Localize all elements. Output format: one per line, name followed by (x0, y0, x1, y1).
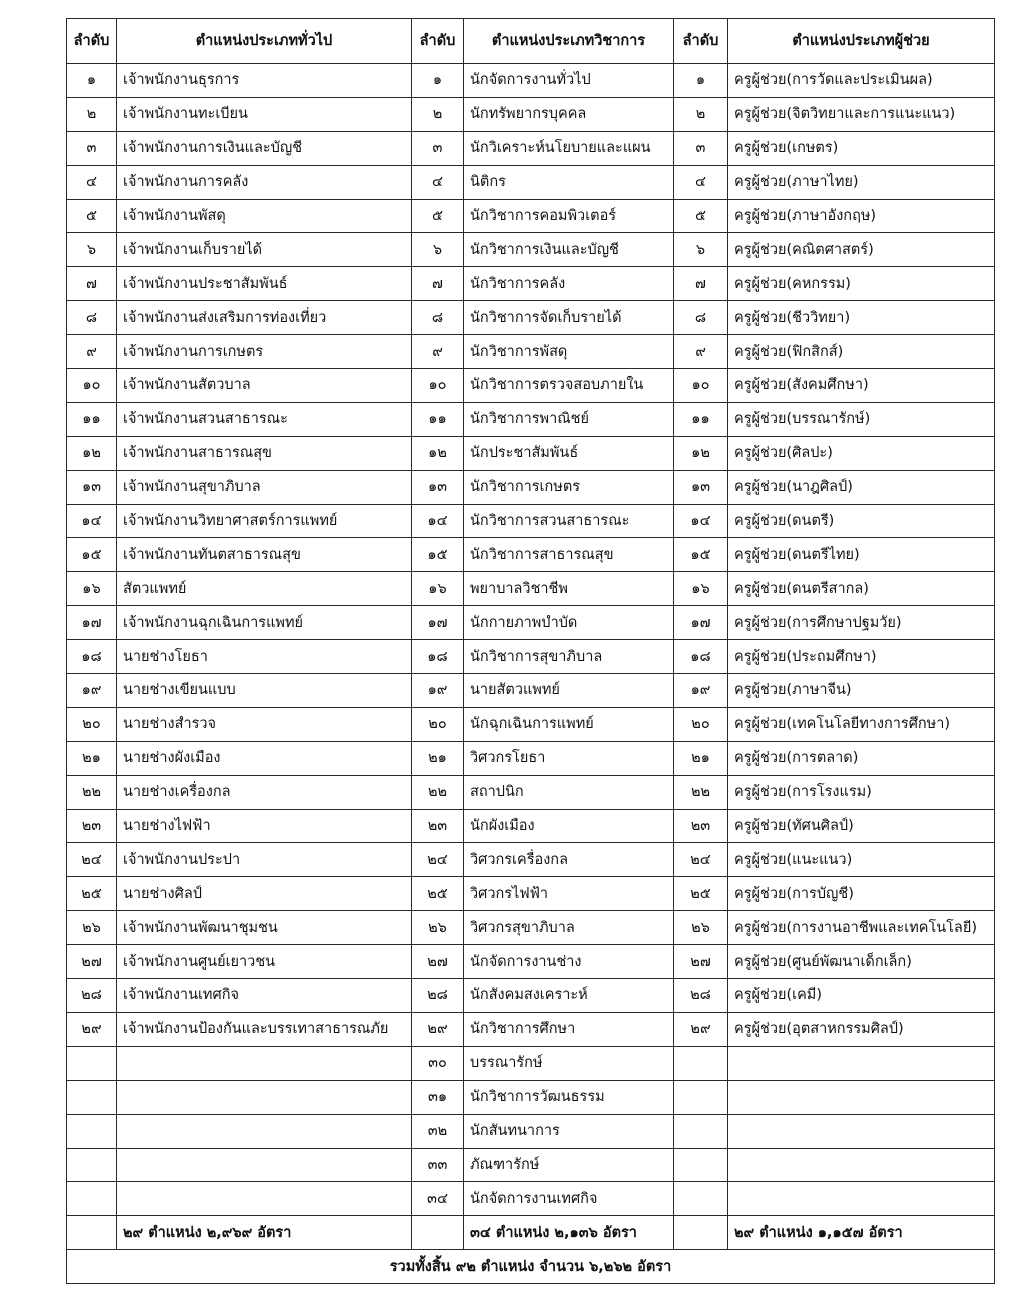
table-row (67, 1182, 995, 1216)
academic-position-cell: นักทรัพยากรบุคคล (464, 97, 674, 131)
table-row (67, 1148, 995, 1182)
academic-position-cell: นักวิชาการสวนสาธารณะ (464, 504, 674, 538)
order-general-cell: ๒ (67, 97, 117, 131)
order-general-cell (67, 1046, 117, 1080)
order-general-cell: ๑๙ (67, 674, 117, 708)
academic-position-cell: บรรณารักษ์ (464, 1046, 674, 1080)
order-academic-cell: ๙ (412, 335, 464, 369)
order-academic-cell: ๑๓ (412, 470, 464, 504)
order-general-cell: ๑๔ (67, 504, 117, 538)
assistant-position-cell: ครูผู้ช่วย(ศูนย์พัฒนาเด็กเล็ก) (728, 945, 995, 979)
academic-position-cell: นักประชาสัมพันธ์ (464, 436, 674, 470)
academic-position-cell: วิศวกรโยธา (464, 741, 674, 775)
assistant-position-cell (728, 1046, 995, 1080)
order-general-cell: ๒๕ (67, 877, 117, 911)
assistant-position-cell: ครูผู้ช่วย(บรรณารักษ์) (728, 402, 995, 436)
general-position-cell: เจ้าพนักงานประปา (117, 843, 412, 877)
order-assistant-cell: ๔ (674, 165, 728, 199)
academic-position-cell: นักวิชาการศึกษา (464, 1012, 674, 1046)
assistant-position-cell: ครูผู้ช่วย(นาฎศิลป์) (728, 470, 995, 504)
academic-position-cell: นักวิชาการวัฒนธรรม (464, 1080, 674, 1114)
order-assistant-cell: ๑๘ (674, 640, 728, 674)
order-academic-cell: ๖ (412, 233, 464, 267)
order-academic-cell: ๔ (412, 165, 464, 199)
order-academic-cell: ๑๖ (412, 572, 464, 606)
order-general-cell: ๒๑ (67, 741, 117, 775)
order-academic-cell: ๑๘ (412, 640, 464, 674)
table-row (67, 470, 995, 504)
academic-position-cell: นักวิชาการพัสดุ (464, 335, 674, 369)
academic-position-cell: พยาบาลวิชาชีพ (464, 572, 674, 606)
order-academic-cell: ๒๖ (412, 911, 464, 945)
table-row (67, 369, 995, 403)
assistant-position-cell (728, 1114, 995, 1148)
assistant-position-cell: ครูผู้ช่วย(การงานอาชีพและเทคโนโลยี) (728, 911, 995, 945)
order-assistant-cell: ๑๙ (674, 674, 728, 708)
table-row (67, 335, 995, 369)
order-academic-cell: ๗ (412, 267, 464, 301)
order-assistant-cell: ๒ (674, 97, 728, 131)
assistant-position-cell: ครูผู้ช่วย(คหกรรม) (728, 267, 995, 301)
header-row (67, 19, 995, 64)
order-general-cell (67, 1114, 117, 1148)
order-assistant-cell: ๗ (674, 267, 728, 301)
col-header-order-academic: ลำดับ (412, 19, 464, 64)
order-assistant-cell: ๑๔ (674, 504, 728, 538)
order-academic-cell: ๑๗ (412, 606, 464, 640)
order-academic-cell: ๕ (412, 199, 464, 233)
order-academic-cell: ๒๐ (412, 707, 464, 741)
order-assistant-cell: ๑๕ (674, 538, 728, 572)
summary-academic: ๓๔ ตำแหน่ง ๒,๑๓๖ อัตรา (464, 1216, 674, 1250)
order-general-cell: ๑๕ (67, 538, 117, 572)
table-row (67, 945, 995, 979)
general-position-cell: เจ้าพนักงานสวนสาธารณะ (117, 402, 412, 436)
order-general-cell: ๒๙ (67, 1012, 117, 1046)
academic-position-cell: นิติกร (464, 165, 674, 199)
academic-position-cell: นักสังคมสงเคราะห์ (464, 979, 674, 1013)
order-assistant-cell: ๑๗ (674, 606, 728, 640)
order-academic-cell: ๒๒ (412, 775, 464, 809)
table-row (67, 1114, 995, 1148)
order-assistant-cell (674, 1046, 728, 1080)
order-general-cell: ๘ (67, 301, 117, 335)
col-header-order-general: ลำดับ (67, 19, 117, 64)
assistant-position-cell: ครูผู้ช่วย(การวัดและประเมินผล) (728, 64, 995, 98)
order-general-cell: ๑ (67, 64, 117, 98)
academic-position-cell: นักวิชาการสุขาภิบาล (464, 640, 674, 674)
order-general-cell: ๙ (67, 335, 117, 369)
table-row (67, 131, 995, 165)
order-general-cell: ๒๐ (67, 707, 117, 741)
general-position-cell: เจ้าพนักงานฉุกเฉินการแพทย์ (117, 606, 412, 640)
order-academic-cell: ๒๘ (412, 979, 464, 1013)
general-position-cell: นายช่างผังเมือง (117, 741, 412, 775)
summary-general: ๒๙ ตำแหน่ง ๒,๙๖๙ อัตรา (117, 1216, 412, 1250)
assistant-position-cell: ครูผู้ช่วย(ภาษาไทย) (728, 165, 995, 199)
general-position-cell: เจ้าพนักงานการคลัง (117, 165, 412, 199)
order-general-cell: ๒๒ (67, 775, 117, 809)
assistant-position-cell: ครูผู้ช่วย(สังคมศึกษา) (728, 369, 995, 403)
assistant-position-cell: ครูผู้ช่วย(ดนตรีสากล) (728, 572, 995, 606)
assistant-position-cell: ครูผู้ช่วย(การโรงแรม) (728, 775, 995, 809)
assistant-position-cell: ครูผู้ช่วย(แนะแนว) (728, 843, 995, 877)
order-general-cell: ๑๑ (67, 402, 117, 436)
order-academic-cell: ๑๕ (412, 538, 464, 572)
assistant-position-cell (728, 1148, 995, 1182)
table-row (67, 572, 995, 606)
col-header-order-assistant: ลำดับ (674, 19, 728, 64)
positions-table (66, 18, 995, 1284)
general-position-cell: เจ้าพนักงานประชาสัมพันธ์ (117, 267, 412, 301)
assistant-position-cell: ครูผู้ช่วย(อุตสาหกรรมศิลป์) (728, 1012, 995, 1046)
summary-blank (674, 1216, 728, 1250)
assistant-position-cell: ครูผู้ช่วย(เกษตร) (728, 131, 995, 165)
order-academic-cell: ๑๙ (412, 674, 464, 708)
order-academic-cell: ๒๕ (412, 877, 464, 911)
table-row (67, 301, 995, 335)
general-position-cell: นายช่างเครื่องกล (117, 775, 412, 809)
academic-position-cell: วิศวกรไฟฟ้า (464, 877, 674, 911)
table-row (67, 233, 995, 267)
general-position-cell: เจ้าพนักงานพัฒนาชุมชน (117, 911, 412, 945)
assistant-position-cell: ครูผู้ช่วย(ภาษาอังกฤษ) (728, 199, 995, 233)
assistant-position-cell: ครูผู้ช่วย(ภาษาจีน) (728, 674, 995, 708)
grand-total: รวมทั้งสิ้น ๙๒ ตำแหน่ง จำนวน ๖,๒๖๒ อัตรา (67, 1250, 995, 1284)
table-row (67, 1012, 995, 1046)
general-position-cell: เจ้าพนักงานสาธารณสุข (117, 436, 412, 470)
order-general-cell: ๒๓ (67, 809, 117, 843)
order-general-cell: ๕ (67, 199, 117, 233)
academic-position-cell: นักจัดการงานเทศกิจ (464, 1182, 674, 1216)
order-assistant-cell: ๒๘ (674, 979, 728, 1013)
order-assistant-cell: ๑๑ (674, 402, 728, 436)
order-assistant-cell: ๒๔ (674, 843, 728, 877)
academic-position-cell: นักสันทนาการ (464, 1114, 674, 1148)
table-row (67, 707, 995, 741)
order-assistant-cell: ๙ (674, 335, 728, 369)
academic-position-cell: สถาปนิก (464, 775, 674, 809)
order-assistant-cell: ๑๓ (674, 470, 728, 504)
assistant-position-cell: ครูผู้ช่วย(ประถมศึกษา) (728, 640, 995, 674)
table-row (67, 640, 995, 674)
summary-blank (412, 1216, 464, 1250)
order-assistant-cell: ๕ (674, 199, 728, 233)
general-position-cell: เจ้าพนักงานป้องกันและบรรเทาสาธารณภัย (117, 1012, 412, 1046)
order-academic-cell: ๒๔ (412, 843, 464, 877)
order-academic-cell: ๒๑ (412, 741, 464, 775)
table-row (67, 64, 995, 98)
order-general-cell: ๔ (67, 165, 117, 199)
assistant-position-cell (728, 1182, 995, 1216)
order-academic-cell: ๑๒ (412, 436, 464, 470)
table-row (67, 436, 995, 470)
order-academic-cell: ๒ (412, 97, 464, 131)
assistant-position-cell: ครูผู้ช่วย(ดนตรี) (728, 504, 995, 538)
order-academic-cell: ๑ (412, 64, 464, 98)
general-position-cell: เจ้าพนักงานทะเบียน (117, 97, 412, 131)
order-assistant-cell (674, 1114, 728, 1148)
table-row (67, 741, 995, 775)
table-row (67, 809, 995, 843)
col-header-assistant: ตำแหน่งประเภทผู้ช่วย (728, 19, 995, 64)
order-general-cell: ๓ (67, 131, 117, 165)
summary-assistant: ๒๙ ตำแหน่ง ๑,๑๕๗ อัตรา (728, 1216, 995, 1250)
general-position-cell: เจ้าพนักงานสุขาภิบาล (117, 470, 412, 504)
academic-position-cell: นายสัตวแพทย์ (464, 674, 674, 708)
table-row (67, 911, 995, 945)
order-assistant-cell (674, 1148, 728, 1182)
order-assistant-cell: ๒๕ (674, 877, 728, 911)
table-row (67, 979, 995, 1013)
table-row (67, 165, 995, 199)
order-academic-cell: ๓๒ (412, 1114, 464, 1148)
summary-blank (67, 1216, 117, 1250)
table-row (67, 674, 995, 708)
order-assistant-cell: ๒๑ (674, 741, 728, 775)
general-position-cell: เจ้าพนักงานธุรการ (117, 64, 412, 98)
order-general-cell: ๒๘ (67, 979, 117, 1013)
order-assistant-cell: ๒๓ (674, 809, 728, 843)
general-position-cell: นายช่างศิลป์ (117, 877, 412, 911)
assistant-position-cell (728, 1080, 995, 1114)
general-position-cell: สัตวแพทย์ (117, 572, 412, 606)
order-assistant-cell: ๑๒ (674, 436, 728, 470)
order-assistant-cell: ๖ (674, 233, 728, 267)
order-academic-cell: ๓๐ (412, 1046, 464, 1080)
order-assistant-cell: ๒๖ (674, 911, 728, 945)
order-assistant-cell: ๒๙ (674, 1012, 728, 1046)
academic-position-cell: นักจัดการงานทั่วไป (464, 64, 674, 98)
general-position-cell: เจ้าพนักงานเก็บรายได้ (117, 233, 412, 267)
assistant-position-cell: ครูผู้ช่วย(เคมี) (728, 979, 995, 1013)
general-position-cell: เจ้าพนักงานเทศกิจ (117, 979, 412, 1013)
table-row (67, 199, 995, 233)
order-academic-cell: ๓๔ (412, 1182, 464, 1216)
academic-position-cell: นักวิชาการจัดเก็บรายได้ (464, 301, 674, 335)
order-academic-cell: ๑๑ (412, 402, 464, 436)
order-general-cell: ๑๐ (67, 369, 117, 403)
general-position-cell: เจ้าพนักงานศูนย์เยาวชน (117, 945, 412, 979)
general-position-cell: เจ้าพนักงานการเงินและบัญชี (117, 131, 412, 165)
academic-position-cell: นักจัดการงานช่าง (464, 945, 674, 979)
academic-position-cell: ภัณฑารักษ์ (464, 1148, 674, 1182)
order-academic-cell: ๒๗ (412, 945, 464, 979)
order-academic-cell: ๓๓ (412, 1148, 464, 1182)
table-row (67, 606, 995, 640)
general-position-cell (117, 1046, 412, 1080)
order-academic-cell: ๘ (412, 301, 464, 335)
academic-position-cell: นักวิชาการสาธารณสุข (464, 538, 674, 572)
order-assistant-cell (674, 1182, 728, 1216)
table-row (67, 97, 995, 131)
academic-position-cell: นักวิเคราะห์นโยบายและแผน (464, 131, 674, 165)
general-position-cell: เจ้าพนักงานทันตสาธารณสุข (117, 538, 412, 572)
order-general-cell: ๖ (67, 233, 117, 267)
assistant-position-cell: ครูผู้ช่วย(ทัศนศิลป์) (728, 809, 995, 843)
assistant-position-cell: ครูผู้ช่วย(ชีววิทยา) (728, 301, 995, 335)
general-position-cell: เจ้าพนักงานการเกษตร (117, 335, 412, 369)
academic-position-cell: วิศวกรสุขาภิบาล (464, 911, 674, 945)
academic-position-cell: นักวิชาการคลัง (464, 267, 674, 301)
order-academic-cell: ๓๑ (412, 1080, 464, 1114)
col-header-general: ตำแหน่งประเภททั่วไป (117, 19, 412, 64)
order-general-cell: ๒๗ (67, 945, 117, 979)
order-academic-cell: ๒๓ (412, 809, 464, 843)
assistant-position-cell: ครูผู้ช่วย(การศึกษาปฐมวัย) (728, 606, 995, 640)
assistant-position-cell: ครูผู้ช่วย(จิตวิทยาและการแนะแนว) (728, 97, 995, 131)
academic-position-cell: นักผังเมือง (464, 809, 674, 843)
general-position-cell (117, 1080, 412, 1114)
order-general-cell: ๑๗ (67, 606, 117, 640)
order-assistant-cell: ๑๐ (674, 369, 728, 403)
table-row (67, 538, 995, 572)
general-position-cell: เจ้าพนักงานพัสดุ (117, 199, 412, 233)
order-general-cell (67, 1148, 117, 1182)
assistant-position-cell: ครูผู้ช่วย(การบัญชี) (728, 877, 995, 911)
order-general-cell: ๑๘ (67, 640, 117, 674)
general-position-cell: นายช่างโยธา (117, 640, 412, 674)
order-academic-cell: ๓ (412, 131, 464, 165)
order-general-cell: ๒๖ (67, 911, 117, 945)
general-position-cell: นายช่างไฟฟ้า (117, 809, 412, 843)
table-row (67, 1046, 995, 1080)
academic-position-cell: นักฉุกเฉินการแพทย์ (464, 707, 674, 741)
academic-position-cell: นักวิชาการตรวจสอบภายใน (464, 369, 674, 403)
order-general-cell: ๑๒ (67, 436, 117, 470)
order-general-cell (67, 1080, 117, 1114)
academic-position-cell: นักวิชาการเงินและบัญชี (464, 233, 674, 267)
table-row (67, 402, 995, 436)
order-assistant-cell: ๑๖ (674, 572, 728, 606)
summary-row (67, 1216, 995, 1250)
assistant-position-cell: ครูผู้ช่วย(เทคโนโลยีทางการศึกษา) (728, 707, 995, 741)
order-general-cell: ๑๖ (67, 572, 117, 606)
table-row (67, 775, 995, 809)
col-header-academic: ตำแหน่งประเภทวิชาการ (464, 19, 674, 64)
order-academic-cell: ๑๔ (412, 504, 464, 538)
assistant-position-cell: ครูผู้ช่วย(ศิลปะ) (728, 436, 995, 470)
order-assistant-cell: ๘ (674, 301, 728, 335)
general-position-cell: เจ้าพนักงานส่งเสริมการท่องเที่ยว (117, 301, 412, 335)
table-row (67, 504, 995, 538)
assistant-position-cell: ครูผู้ช่วย(ดนตรีไทย) (728, 538, 995, 572)
academic-position-cell: นักวิชาการคอมพิวเตอร์ (464, 199, 674, 233)
academic-position-cell: นักกายภาพบำบัด (464, 606, 674, 640)
general-position-cell (117, 1114, 412, 1148)
order-academic-cell: ๑๐ (412, 369, 464, 403)
general-position-cell: เจ้าพนักงานสัตวบาล (117, 369, 412, 403)
order-general-cell (67, 1182, 117, 1216)
order-assistant-cell: ๒๐ (674, 707, 728, 741)
general-position-cell: เจ้าพนักงานวิทยาศาสตร์การแพทย์ (117, 504, 412, 538)
academic-position-cell: นักวิชาการเกษตร (464, 470, 674, 504)
table-row (67, 267, 995, 301)
grand-total-row (67, 1250, 995, 1284)
order-assistant-cell (674, 1080, 728, 1114)
table-row (67, 877, 995, 911)
general-position-cell (117, 1182, 412, 1216)
assistant-position-cell: ครูผู้ช่วย(ฟิกสิกส์) (728, 335, 995, 369)
table-row (67, 1080, 995, 1114)
order-assistant-cell: ๒๒ (674, 775, 728, 809)
table-row (67, 843, 995, 877)
order-assistant-cell: ๒๗ (674, 945, 728, 979)
order-general-cell: ๗ (67, 267, 117, 301)
table-body (67, 64, 995, 1216)
order-general-cell: ๒๔ (67, 843, 117, 877)
general-position-cell (117, 1148, 412, 1182)
order-academic-cell: ๒๙ (412, 1012, 464, 1046)
general-position-cell: นายช่างสำรวจ (117, 707, 412, 741)
order-assistant-cell: ๓ (674, 131, 728, 165)
order-assistant-cell: ๑ (674, 64, 728, 98)
order-general-cell: ๑๓ (67, 470, 117, 504)
assistant-position-cell: ครูผู้ช่วย(คณิตศาสตร์) (728, 233, 995, 267)
general-position-cell: นายช่างเขียนแบบ (117, 674, 412, 708)
assistant-position-cell: ครูผู้ช่วย(การตลาด) (728, 741, 995, 775)
academic-position-cell: วิศวกรเครื่องกล (464, 843, 674, 877)
academic-position-cell: นักวิชาการพาณิชย์ (464, 402, 674, 436)
